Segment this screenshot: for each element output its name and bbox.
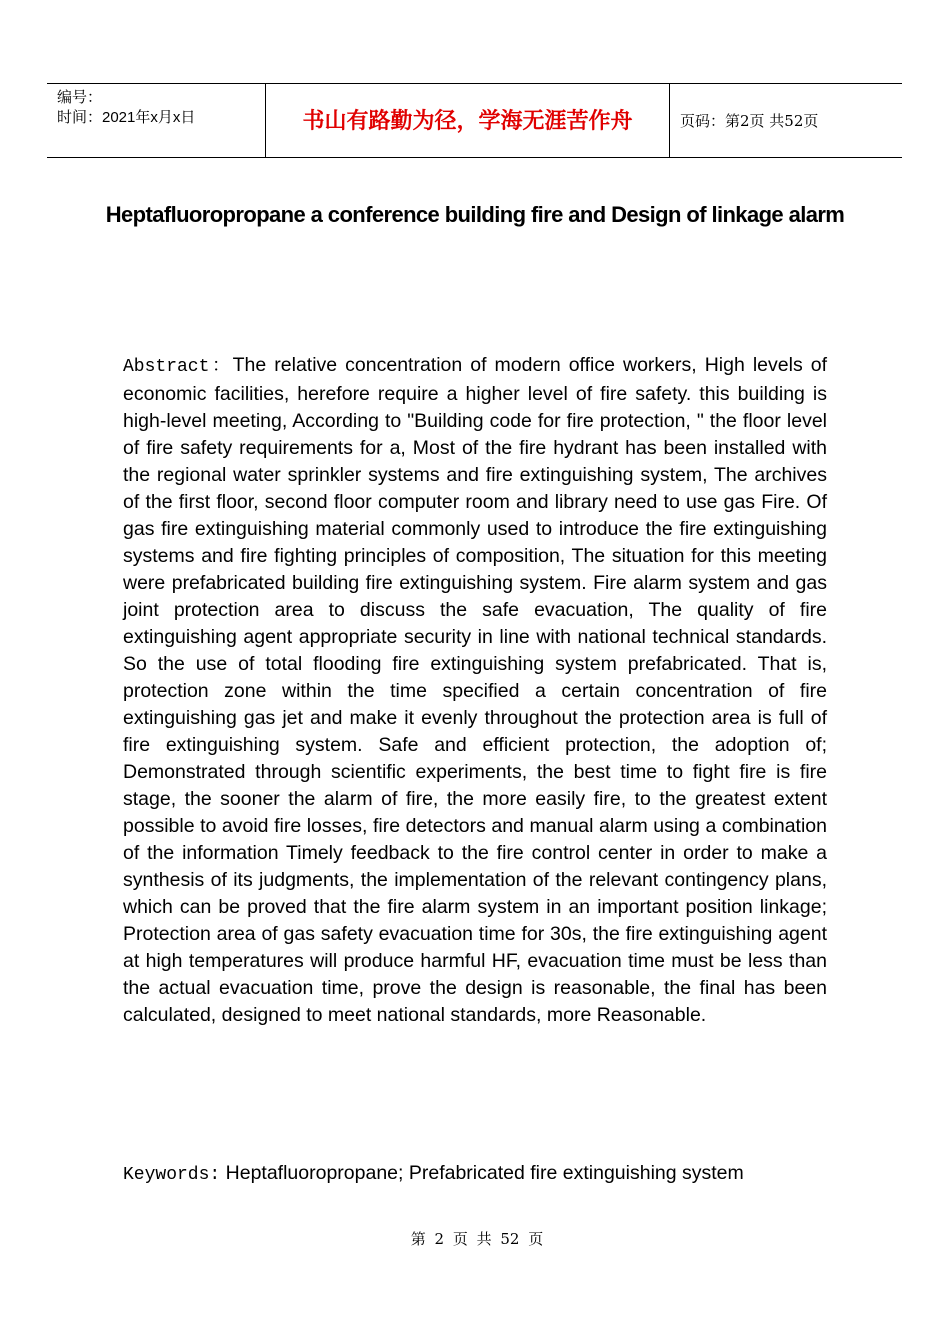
header-page-info: 页码：第2页 共52页 [680,112,819,130]
keywords-text: Heptafluoropropane; Prefabricated fire extinguishing system [225,1162,744,1184]
doc-date: 时间：2021年x月x日 [57,109,196,126]
doc-number-label: 编号： [57,89,103,106]
page-header [47,83,902,158]
header-motto-cell [266,84,670,157]
page-footer: 第 2 页 共 52 页 [410,1230,544,1248]
keywords-line [123,1160,744,1189]
header-motto: 书山有路勤为径，学海无涯苦作舟 [302,108,633,134]
header-page-cell [670,84,902,157]
abstract-paragraph [123,352,827,1029]
document-title: Heptafluoropropane a conference building fire and Design of linkage alarm [105,202,845,227]
abstract-text: The relative concentration of modern office workers, High levels of economic facilities, herefore require a higher level of fire safety. this building is high-level meeting, According to "Building code for fire protection, " the floor level of fire safety requirements for a, Most of the fire hydrant has been installed with the regional water sprinkler systems and fire extinguishing system, The archives of the first floor, second floor computer room and library need to use gas Fire. Of gas fire extinguishing material commonly used to introduce the fire extinguishing systems and fire fighting principles of composition, The situation for this meeting were prefabricated building fire extinguishing system. Fire alarm system and gas joint protection area to discuss the safe evacuation, The quality of fire extinguishing agent appropriate security in line with national technical standards. So the use of total flooding fire extinguishing system prefabricated. That is, protection zone within the time specified a certain concentration of fire extinguishing gas jet and make it evenly throughout the protection area is full of fire extinguishing system. Safe and efficient protection, the adoption of; Demonstrated through scientific experiments, the best time to fight fire is fire stage, the sooner the alarm of fire, the more easily fire, to the greatest extent possible to avoid fire losses, fire detectors and manual alarm using a combination of the information Timely feedback to the fire control center in order to make a synthesis of its judgments, the implementation of the relevant contingency plans, which can be proved that the fire alarm system in an important position linkage; Protection area of gas safety evacuation time for 30s, the fire extinguishing agent at high temperatures will produce harmful HF, evacuation time must be less than the actual evacuation time, prove the design is reasonable, the final has been calculated, designed to meet national standards, more Reasonable. [123,354,827,1026]
keywords-label: Keywords: [123,1165,221,1185]
abstract-label: Abstract： [123,357,233,377]
header-meta-cell [47,84,266,157]
